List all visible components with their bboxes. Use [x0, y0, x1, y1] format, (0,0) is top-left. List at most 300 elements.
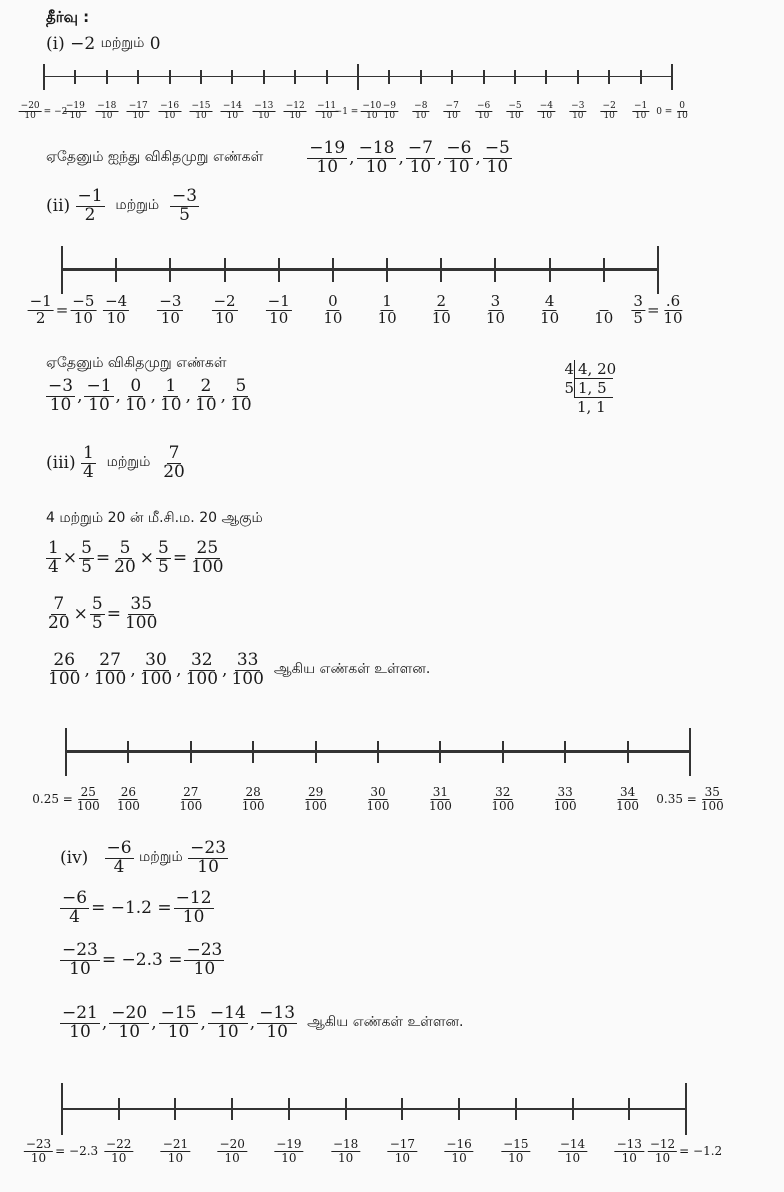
tick-label	[19, 102, 70, 122]
tick-label	[115, 786, 142, 812]
numerator: −7	[407, 138, 433, 158]
tick-fraction	[501, 1138, 530, 1164]
tick-fraction	[365, 786, 392, 812]
tick-mark	[231, 70, 233, 84]
part3-label: (iii)	[46, 453, 76, 474]
numerator: −2	[213, 292, 236, 310]
number-line-1	[0, 60, 784, 130]
denominator: 10	[224, 1150, 240, 1165]
numerator: 5	[91, 594, 103, 614]
tick-mark	[640, 70, 642, 84]
denominator: 100	[93, 668, 127, 689]
tick-suffix: = −2.3	[55, 1144, 99, 1159]
denominator: 10	[160, 308, 180, 327]
numerator: 1	[48, 538, 59, 558]
tick-mark	[65, 728, 67, 776]
separator: ,	[101, 1013, 108, 1034]
denominator: 10	[365, 156, 388, 177]
tick-mark	[174, 1098, 176, 1120]
tick-label	[601, 102, 618, 122]
tick-mark	[345, 1098, 347, 1120]
tick-fraction	[331, 1138, 360, 1164]
number-line-4	[0, 1065, 784, 1175]
denominator: 10	[69, 958, 91, 979]
tick-mark	[386, 258, 388, 282]
numerator: 29	[307, 785, 324, 799]
tick-label	[569, 102, 586, 122]
answer-fraction	[92, 652, 128, 689]
denominator: 10	[676, 111, 688, 122]
separator: ,	[115, 386, 121, 407]
answer-fraction	[307, 140, 347, 177]
tick-fraction	[538, 102, 555, 122]
tick-mark	[440, 258, 442, 282]
numerator: 5	[119, 538, 131, 558]
denominator: 10	[485, 308, 505, 327]
tick-label	[365, 786, 392, 812]
operator: =	[95, 548, 111, 569]
fraction	[79, 540, 94, 577]
tick-fraction	[302, 786, 329, 812]
numerator: −10	[362, 101, 382, 111]
tick-mark	[494, 258, 496, 282]
numerator: 28	[245, 785, 261, 799]
tick-suffix: = −2	[43, 106, 68, 117]
tick-label	[631, 294, 684, 327]
denominator: 10	[508, 1150, 524, 1165]
numerator: 1	[165, 376, 177, 396]
part2-a: $\frac{-1}{2}$	[77, 186, 103, 225]
tick-fraction	[284, 102, 307, 122]
denominator: 100	[185, 668, 219, 689]
part1-answer-fractions	[307, 140, 512, 177]
numerator: −16	[446, 1137, 472, 1151]
numerator: −20	[20, 101, 40, 111]
tick-label	[218, 1138, 247, 1164]
numerator: −19	[276, 1137, 302, 1151]
operator: ×	[139, 548, 155, 569]
tick-label	[475, 102, 492, 122]
tick-label	[28, 294, 97, 327]
numerator: −3	[571, 101, 585, 111]
denominator: 10	[30, 1150, 47, 1165]
tick-label	[538, 294, 561, 327]
tick-label	[538, 102, 555, 122]
part1-label: (i)	[46, 34, 65, 54]
tick-mark	[224, 258, 226, 282]
denominator: 10	[214, 308, 235, 327]
numerator: −8	[414, 101, 428, 111]
tick-fraction	[218, 1138, 247, 1164]
tick-label	[95, 102, 118, 122]
answer-fraction	[193, 378, 219, 415]
denominator: 10	[226, 111, 239, 122]
numerator: 5	[235, 376, 247, 396]
part4-and: மற்றும்	[139, 849, 183, 866]
tick-fraction	[592, 294, 615, 327]
numerator: −15	[191, 101, 211, 111]
tick-label	[331, 1138, 360, 1164]
numerator: −12	[285, 101, 305, 111]
separator: ,	[185, 386, 192, 407]
part3-exist: ஆகிய எண்கள் உள்ளன.	[273, 661, 431, 678]
part1-a: −2	[70, 34, 96, 54]
tick-mark	[169, 258, 171, 282]
tick-label	[592, 294, 615, 327]
part4-answer	[60, 1005, 463, 1042]
tick-label	[190, 102, 213, 122]
denominator: 5	[81, 556, 92, 577]
operator: = −1.2 =	[91, 898, 172, 919]
tick-mark	[420, 70, 422, 84]
denominator: 10	[320, 111, 333, 122]
numerator: −19	[309, 138, 346, 158]
numerator: −1	[86, 376, 112, 396]
tick-label	[430, 294, 453, 327]
tick-prefix: 0.35 =	[656, 792, 697, 807]
numerator: −18	[332, 1137, 359, 1151]
part2-any: ஏதேனும் விகிதமுறு எண்கள்	[46, 355, 227, 371]
part4-answer-fractions	[60, 1005, 297, 1042]
tick-fraction	[506, 102, 523, 122]
tick-fraction	[274, 1138, 303, 1164]
tick-label	[333, 102, 384, 122]
fraction	[123, 596, 159, 633]
numerator: 25	[80, 785, 96, 799]
numerator: 3	[633, 292, 643, 310]
numerator: −6	[446, 138, 472, 158]
answer-fraction	[109, 1005, 149, 1042]
numerator: 26	[120, 785, 137, 799]
tick-mark	[545, 70, 547, 84]
answer-fraction	[483, 140, 512, 177]
operator: ×	[62, 548, 78, 569]
denominator: 10	[564, 1150, 581, 1165]
denominator: 10	[230, 394, 252, 415]
numerator: −14	[222, 101, 242, 111]
numerator: −4	[539, 101, 554, 111]
axis-line	[62, 1108, 686, 1110]
numerator: −5	[484, 138, 510, 158]
part3-equation-1	[46, 540, 226, 577]
part1-and: மற்றும்	[100, 35, 145, 51]
tick-prefix: −1 =	[334, 106, 359, 117]
denominator: 10	[663, 308, 683, 327]
numerator: −17	[389, 1137, 416, 1151]
part1-b: 0	[149, 34, 161, 54]
equals: =	[646, 301, 660, 320]
denominator: 10	[167, 1150, 184, 1165]
tick-fraction	[444, 102, 461, 122]
numerator: −21	[62, 1003, 98, 1023]
tick-fraction	[177, 786, 204, 812]
numerator: −15	[160, 1003, 197, 1023]
tick-mark	[483, 70, 485, 84]
numerator: −12	[175, 888, 212, 908]
tick-mark	[61, 246, 63, 294]
denominator: 10	[477, 111, 490, 122]
numerator: −20	[219, 1137, 245, 1151]
tick-fraction	[615, 1138, 644, 1164]
denominator: 10	[106, 308, 126, 327]
numerator: 7	[53, 594, 65, 614]
tick-mark	[326, 70, 328, 84]
separator: ,	[150, 386, 156, 407]
tick-fraction	[430, 294, 453, 327]
answer-fraction	[229, 652, 265, 689]
tick-fraction	[674, 102, 689, 122]
part4-a: $\frac{-6}{4}$	[106, 838, 132, 877]
denominator: 10	[88, 394, 110, 415]
part3-a: $\frac{1}{4}$	[82, 443, 94, 482]
tick-label	[484, 294, 507, 327]
denominator: 10	[195, 111, 207, 122]
tick-fraction	[161, 1138, 190, 1164]
numerator: −6	[62, 888, 88, 908]
denominator: 10	[509, 111, 521, 122]
tick-label	[274, 1138, 303, 1164]
numerator: −9	[382, 101, 397, 111]
tick-mark	[357, 64, 359, 90]
denominator: 100	[553, 798, 577, 813]
numerator: −1	[267, 292, 290, 310]
operator: =	[172, 548, 188, 569]
number-line-2	[0, 238, 784, 338]
denominator: 10	[24, 111, 36, 122]
numerator: −5	[508, 101, 522, 111]
tick-fraction	[388, 1138, 417, 1164]
tick-mark	[61, 1083, 63, 1135]
denominator: 10	[167, 1021, 190, 1042]
tick-mark	[278, 258, 280, 282]
numerator: −6	[476, 101, 491, 111]
tick-mark	[451, 70, 453, 84]
numerator: −16	[160, 101, 180, 111]
tick-label	[321, 294, 344, 327]
tick-label	[221, 102, 244, 122]
tick-label	[427, 786, 454, 812]
tick-mark	[627, 741, 629, 763]
answer-fraction	[444, 140, 473, 177]
numerator: −21	[162, 1137, 189, 1151]
numerator: 33	[236, 650, 259, 670]
part4-label: (iv)	[60, 848, 89, 869]
tick-mark	[401, 1098, 403, 1120]
tick-mark	[388, 70, 390, 84]
numerator: 27	[183, 785, 199, 799]
numerator: 31	[432, 785, 449, 799]
answer-fraction	[46, 378, 75, 415]
tick-fraction	[157, 294, 183, 327]
denominator: 10	[394, 1150, 410, 1165]
tick-label	[64, 102, 87, 122]
fraction	[90, 596, 105, 633]
denominator: 10	[101, 111, 113, 122]
tick-mark	[169, 70, 171, 84]
answer-fraction	[257, 1005, 297, 1042]
fraction	[189, 540, 225, 577]
part3-lcm-text: 4 மற்றும் 20 ன் மீ.சி.ம. 20 ஆகும்	[46, 510, 263, 526]
separator: ,	[130, 660, 136, 681]
numerator: 33	[557, 785, 573, 799]
numerator: 30	[145, 650, 167, 670]
numerator: 34	[619, 785, 636, 799]
numerator: 5	[81, 538, 92, 558]
separator: ,	[151, 1013, 157, 1034]
separator: ,	[349, 148, 355, 169]
tick-label	[614, 786, 641, 812]
numerator: −3	[48, 376, 74, 396]
tick-fraction	[569, 102, 586, 122]
tick-label	[501, 1138, 530, 1164]
part4-equation-2	[60, 942, 224, 979]
tick-fraction	[252, 102, 275, 122]
part3-answer-fractions	[46, 652, 266, 689]
tick-label	[489, 786, 516, 812]
denominator: 10	[269, 308, 289, 327]
numerator: −11	[317, 101, 337, 111]
numerator: 2	[436, 292, 447, 310]
denominator: 100	[48, 668, 81, 689]
numerator: −13	[259, 1003, 296, 1023]
tick-mark	[577, 70, 579, 84]
tick-mark	[689, 728, 691, 776]
tick-label	[552, 786, 579, 812]
tick-fraction	[211, 294, 237, 327]
denominator: 100	[191, 556, 224, 577]
tick-fraction	[221, 102, 244, 122]
denominator: 10	[73, 308, 93, 327]
tick-mark	[514, 70, 516, 84]
fraction	[174, 890, 214, 927]
denominator: 10	[316, 156, 339, 177]
denominator: 10	[266, 1021, 288, 1042]
part2-label: (ii)	[46, 196, 71, 217]
denominator: 10	[195, 394, 217, 415]
tick-fraction	[240, 786, 267, 812]
numerator: −13	[254, 101, 274, 111]
part4-equation-1	[60, 890, 214, 927]
denominator: 10	[323, 308, 343, 327]
tick-mark	[439, 741, 441, 763]
part3-equation-2	[46, 596, 159, 633]
tick-mark	[43, 64, 45, 90]
numerator: −17	[128, 101, 148, 111]
tick-label	[177, 786, 204, 812]
tick-fraction	[558, 1138, 587, 1164]
answer-fraction	[46, 652, 82, 689]
tick-label	[284, 102, 307, 122]
tick-fraction	[75, 786, 102, 812]
tick-label	[30, 786, 102, 812]
denominator: 100	[428, 798, 452, 813]
denominator: 10	[415, 111, 427, 122]
part4-b: $\frac{-23}{10}$	[190, 838, 227, 877]
tick-fraction	[115, 786, 142, 812]
denominator: 10	[446, 111, 458, 122]
tick-fraction	[475, 102, 492, 122]
answer-fraction	[208, 1005, 248, 1042]
part3-answer	[46, 652, 430, 689]
tick-mark	[628, 1098, 630, 1120]
denominator: 100	[241, 798, 265, 813]
tick-mark	[564, 741, 566, 763]
tick-label	[506, 102, 523, 122]
denominator: 10	[383, 111, 396, 122]
tick-fraction	[321, 294, 344, 327]
denominator: 100	[124, 612, 158, 633]
numerator: 35	[130, 594, 153, 614]
part3-b: $\frac{7}{20}$	[163, 443, 185, 482]
axis-line	[62, 268, 658, 271]
numerator: −18	[358, 138, 395, 158]
tick-prefix: 0 =	[656, 106, 673, 117]
denominator: 10	[654, 1150, 671, 1165]
answer-fraction	[84, 378, 113, 415]
denominator: 10	[540, 111, 553, 122]
tick-mark	[115, 258, 117, 282]
numerator: −1	[29, 292, 52, 310]
tick-mark	[137, 70, 139, 84]
numerator: −7	[445, 101, 459, 111]
tick-mark	[74, 70, 76, 84]
tick-label	[266, 294, 292, 327]
tick-label	[444, 102, 461, 122]
fraction	[112, 540, 138, 577]
tick-fraction	[489, 786, 516, 812]
tick-fraction	[412, 102, 429, 122]
part2-b: $\frac{-3}{5}$	[172, 186, 198, 225]
tick-mark	[200, 70, 202, 84]
part3-and: மற்றும்	[106, 454, 151, 471]
separator: ,	[436, 148, 443, 169]
denominator: 20	[48, 612, 70, 633]
tick-fraction	[24, 1138, 53, 1164]
denominator: 10	[124, 394, 147, 415]
operator: ×	[73, 604, 88, 625]
tick-fraction	[632, 102, 649, 122]
numerator: −22	[106, 1137, 132, 1151]
tick-fraction	[427, 786, 454, 812]
tick-label	[412, 102, 429, 122]
tick-fraction	[70, 294, 96, 327]
part4-question	[60, 840, 228, 877]
tick-mark	[572, 1098, 574, 1120]
fraction	[60, 890, 89, 927]
tick-label	[654, 786, 726, 812]
denominator: 10	[634, 111, 647, 122]
denominator: 5	[91, 612, 103, 633]
denominator: 10	[540, 308, 560, 327]
tick-fraction	[444, 1138, 473, 1164]
tick-fraction	[103, 294, 129, 327]
numerator: −23	[25, 1137, 52, 1151]
denominator: 100	[76, 798, 100, 813]
denominator: 100	[116, 798, 140, 813]
denominator: 100	[231, 668, 264, 689]
separator: ,	[84, 660, 90, 681]
numerator: −4	[105, 292, 128, 310]
numerator: .6	[665, 292, 681, 310]
tick-label	[376, 294, 399, 327]
tick-fraction	[552, 786, 579, 812]
operator: = −2.3 =	[101, 950, 183, 971]
numerator: −5	[72, 292, 95, 310]
tick-mark	[294, 70, 296, 84]
fraction	[46, 540, 61, 577]
fraction	[46, 596, 72, 633]
tick-mark	[685, 1083, 687, 1135]
